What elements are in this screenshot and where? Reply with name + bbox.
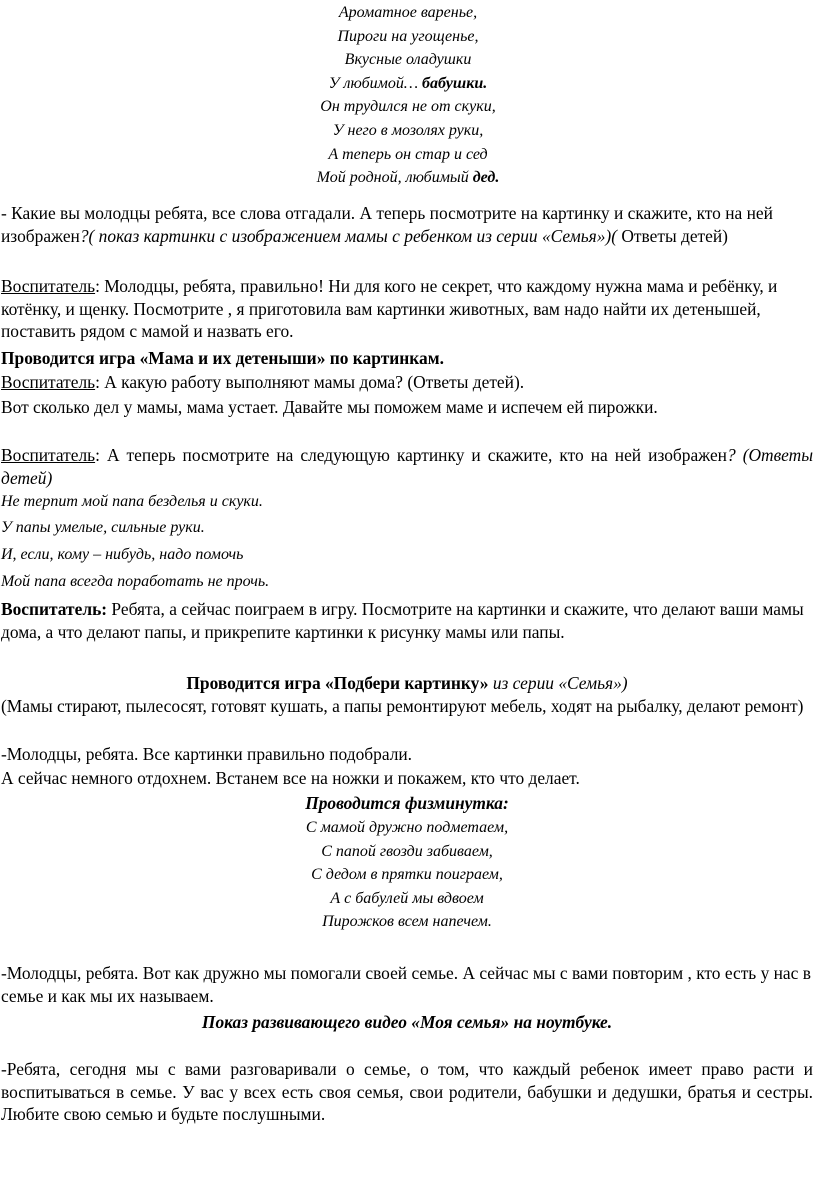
game-title-1: Проводится игра «Мама и их детеныши» по картинкам. [1,348,444,368]
answer-word: дед. [472,169,500,187]
paragraph-closing: -Ребята, сегодня мы с вами разговаривали о семье, о том, что каждый ребенок имеет право расти и воспитываться в семье. У вас у всех есть своя семья, свои родители, бабушки и дедушки, братья и сестры. Любите свою семью и будьте послушными. [1,1059,813,1125]
paragraph-teacher-2: Воспитатель: А какую работу выполняют мамы дома? (Ответы детей). [1,372,525,392]
answer-word: бабушки. [422,74,488,92]
speaker-label: Воспитатель [1,445,96,465]
paragraph-well-done: -Молодцы, ребята. Все картинки правильно подобрали. [1,744,413,764]
paragraph-rest: А сейчас немного отдохнем. Встанем все на ножки и покажем, кто что делает. [1,768,580,788]
speaker-label: Воспитатель: [1,599,108,619]
poem-line: А теперь он стар и сед [328,145,488,163]
poem-line: У папы умелые, сильные руки. [1,519,205,536]
paragraph-teacher-4: Воспитатель: Ребята, а сейчас поиграем в игру. Посмотрите на картинки и скажите, что делают ваши мамы дома, а что делают папы, и прикрепите картинки к рисунку мамы или папы. [1,599,804,642]
game-title-2: Проводится игра «Подбери картинку» из серии «Семья») [186,673,628,693]
paragraph-teacher-1: Воспитатель: Молодцы, ребята, правильно! Ни для кого не секрет, что каждому нужна мама и ребёнку, и котёнку, и щенку. Посмотрите , я приготовила вам картинки животных, вам надо найти их детенышей, поставить рядом с мамой и назвать его. [1,276,778,342]
speaker-label: Воспитатель [1,276,96,296]
poem-line: Ароматное варенье, [338,4,478,21]
poem-line: Мой родной, любимый дед. [316,169,500,187]
poem-papa [1,490,813,593]
paragraph-intro: - Какие вы молодцы ребята, все слова отгадали. А теперь посмотрите на картинку и скажите, кто на ней изображен?( показ картинки с изображением мамы с ребенком из серии «Семья»)( Ответы детей) [1,203,773,246]
poem-line: С дедом в прятки поиграем, [311,866,503,884]
paragraph-moms-dads: (Мамы стирают, пылесосят, готовят кушать, а папы ремонтируют мебель, ходят на рыбалку, делают ремонт) [1,696,804,716]
poem-line: У него в мозолях руки, [332,121,484,139]
poem-line: А с бабулей мы вдвоем [330,889,484,907]
poem-line: Пирожков всем напечем. [322,913,492,931]
speaker-label: Воспитатель [1,372,96,392]
paragraph-teacher-3: Воспитатель: А теперь посмотрите на следующую картинку и скажите, кто на ней изображен? (Ответы детей) [1,445,813,488]
poem-line: С папой гвозди забиваем, [321,842,493,860]
video-title: Показ развивающего видео «Моя семья» на ноутбуке. [201,1012,613,1032]
poem-line: Он трудился не от скуки, [320,98,496,116]
phys-title: Проводится физминутка: [305,793,509,813]
poem-line: Не терпит мой папа безделья и скуки. [1,493,263,510]
paragraph-family-review: -Молодцы, ребята. Вот как дружно мы помогали своей семье. А сейчас мы с вами повторим , кто есть у нас в семье и как мы их называем. [1,963,811,1006]
poem-line: Вкусные оладушки [344,51,472,69]
poem-line: Мой папа всегда поработать не прочь. [1,573,270,590]
paragraph-mom-tired: Вот сколько дел у мамы, мама устает. Давайте мы поможем маме и испечем ей пирожки. [1,397,658,417]
poem-line: Пироги на угощенье, [337,27,479,45]
poem-grandparents [0,1,816,190]
poem-line: С мамой дружно подметаем, [305,819,509,836]
poem-exercise [1,816,813,934]
poem-line: И, если, кому – нибудь, надо помочь [1,546,244,563]
poem-line: У любимой… бабушки. [328,74,488,92]
